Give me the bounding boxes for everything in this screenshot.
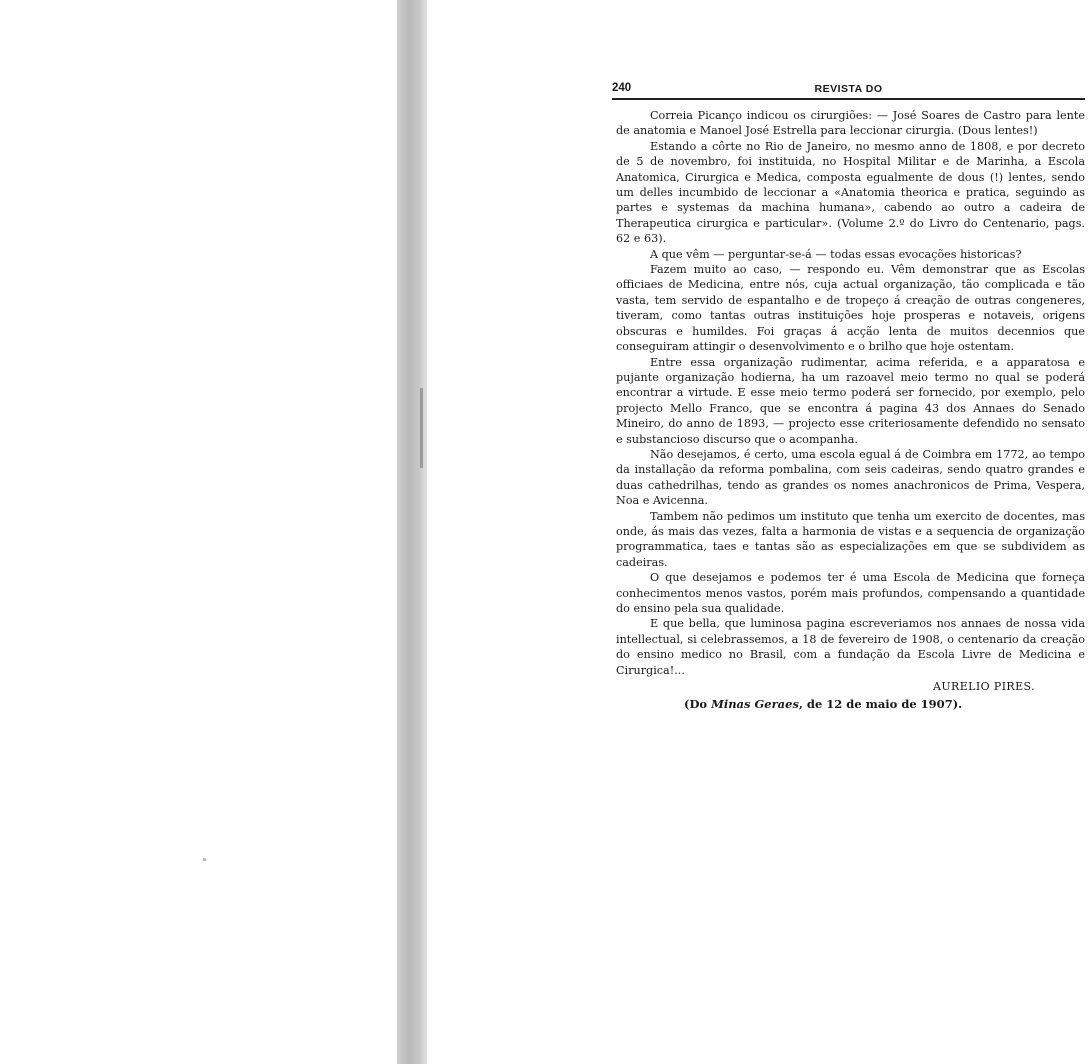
source-open: (Do	[684, 697, 712, 712]
paragraph: Correia Picanço indicou os cirurgiões: — José Soares de Castro para lente de anatomia e Manoel José Estrella para leccionar cirurgia. (Dous lentes!)	[616, 109, 1085, 138]
paragraph: Não desejamos, é certo, uma escola egual á de Coimbra em 1772, ao tempo da installação da reforma pombalina, com seis cadeiras, sendo quatro grandes e duas cathedrilhas, tendo as grandes os nomes anachronicos de Prima, Vespera, Noa e Avicenna.	[616, 447, 1085, 508]
page-header	[612, 80, 1085, 100]
running-title: REVISTA DO	[814, 83, 883, 95]
paragraph: Estando a côrte no Rio de Janeiro, no mesmo anno de 1808, e por decreto de 5 de novembro, foi instituida, no Hospital Militar e de Marinha, a Escola Anatomica, Cirurgica e Medica, composta egualmente de dous (!) lentes, sendo um delles incumbido de leccionar a «Anatomia theorica e pratica, seguindo as partes e systemas da machina humana», cabendo ao outro a cadeira de Therapeutica cirurgica e particular». (Volume 2.º do Livro do Centenario, pags. 62 e 63).	[616, 139, 1085, 246]
author-signature: AURELIO PIRES.	[933, 680, 1035, 694]
article-body	[612, 108, 1085, 712]
paragraph: Tambem não pedimos um instituto que tenha um exercito de docentes, mas onde, ás mais das vezes, falta a harmonia de vistas e a sequencia de organização programmatica, taes e tantas são as especializações em que se subdividem as cadeiras.	[616, 509, 1085, 569]
paragraph: A que vêm — perguntar-se-á — todas essas evocações historicas?	[650, 247, 1022, 261]
gutter-mark	[420, 388, 423, 468]
scan-speck	[203, 858, 206, 861]
book-page	[612, 80, 1085, 712]
paragraph: Fazem muito ao caso, — respondo eu. Vêm demonstrar que as Escolas officiaes de Medicina, entre nós, cuja actual organização, tão complicada e tão vasta, tem servido de espantalho e de tropeço á creação de outras congeneres, tiveram, como tantas outras instituições hoje prosperas e notaveis, origens obscuras e humildes. Foi graças á acção lenta de muitos decennios que conseguiram attingir o desenvolvimento e o brilho que hoje ostentam.	[616, 263, 1085, 354]
paragraph: O que desejamos e podemos ter é uma Escola de Medicina que forneça conhecimentos menos vastos, porém mais profundos, compensando a quantidade do ensino pela sua qualidade.	[616, 571, 1085, 615]
book-gutter-shadow	[397, 0, 427, 1064]
source-citation	[616, 696, 1085, 712]
source-close: , de 12 de maio de 1907).	[798, 697, 963, 712]
source-title: Minas Geraes	[711, 697, 799, 712]
paragraph: E que bella, que luminosa pagina escreveriamos nos annaes de nossa vida intellectual, si celebrassemos, a 18 de fevereiro de 1908, o centenario da creação do ensino medico no Brasil, com a fundação da Escola Livre de Medicina e Cirurgica!...	[616, 617, 1085, 677]
paragraph: Entre essa organização rudimentar, acima referida, e a apparatosa e pujante organização hodierna, ha um razoavel meio termo no qual se poderá encontrar a virtude. E esse meio termo poderá ser fornecido, por exemplo, pelo projecto Mello Franco, que se encontra á pagina 43 dos Annaes do Senado Mineiro, do anno de 1893, — projecto esse criteriosamente defendido no sensato e substancioso discurso que o acompanha.	[616, 355, 1085, 446]
page-number: 240	[612, 82, 632, 94]
